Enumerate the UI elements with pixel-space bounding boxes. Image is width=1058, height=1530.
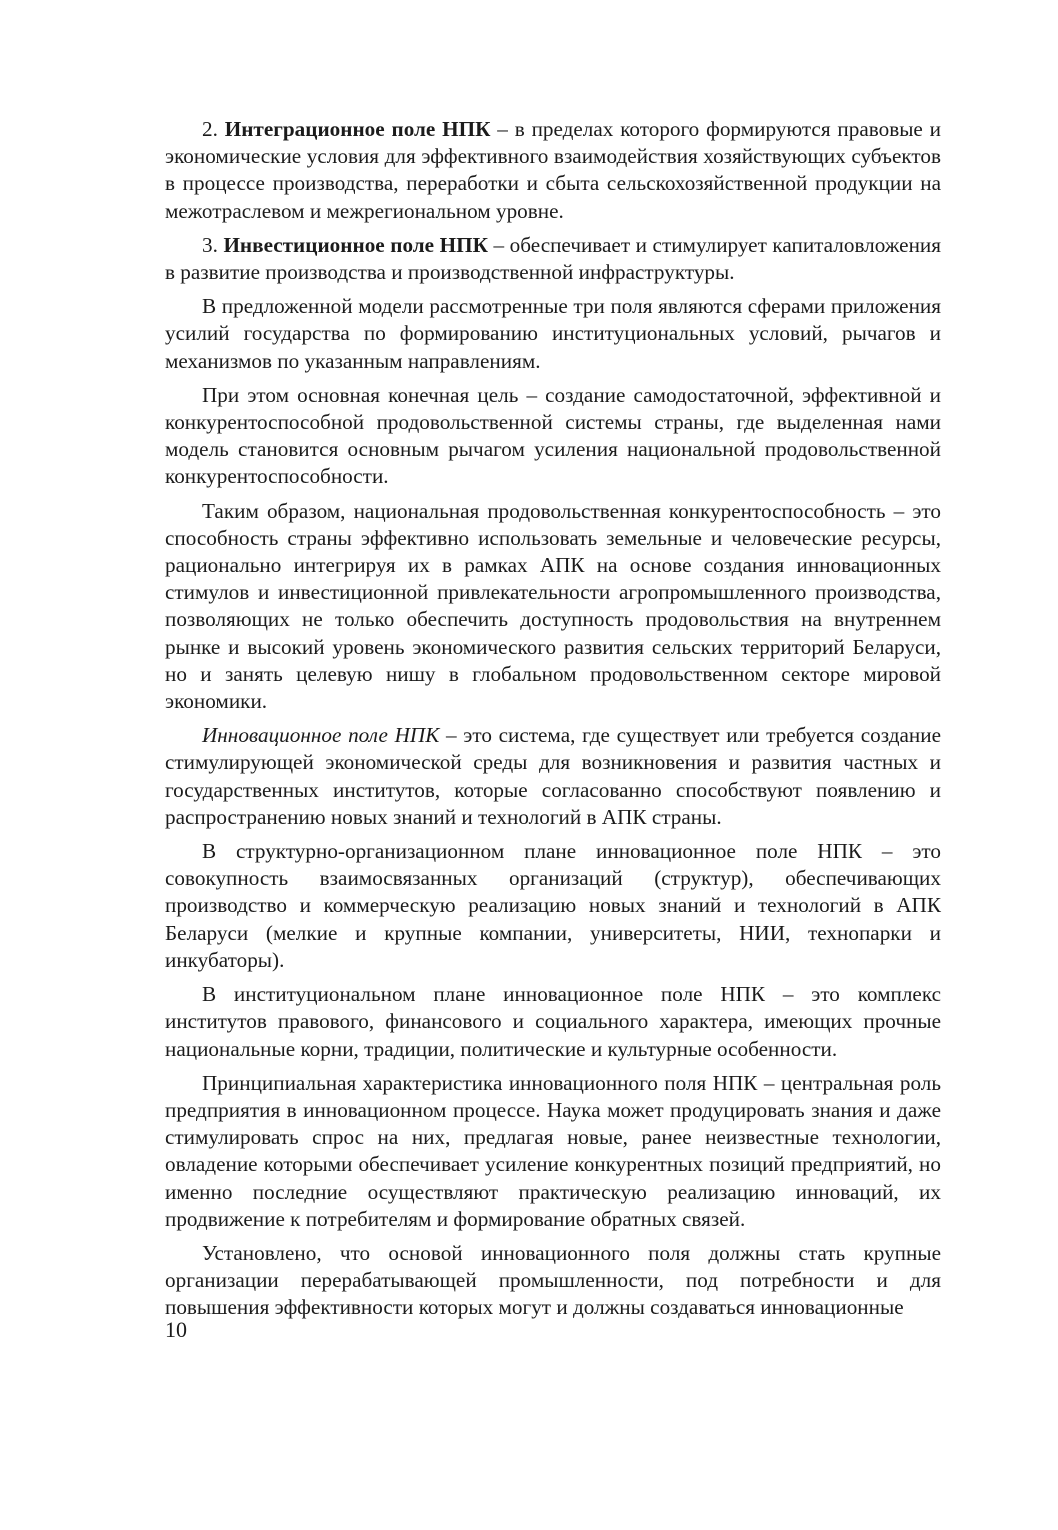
paragraph-investment-field	[165, 232, 941, 286]
paragraph-model-spheres: В предложенной модели рассмотренные три поля являются сферами приложения усилий государства по формированию институциональных условий, рычагов и механизмов по указанным направлениям.	[165, 294, 941, 373]
paragraph-institutional-plan: В институциональном плане инновационное поле НПК – это комплекс институтов правового, финансового и социального характера, имеющих прочные национальные корни, традиции, политические и культурные особенности.	[165, 982, 941, 1061]
paragraph-competitiveness-definition: Таким образом, национальная продовольственная конкурентоспособность – это способность страны эффективно использовать земельные и человеческие ресурсы, рационально интегрируя их в рамках АПК на основе создания инновационных стимулов и инвестиционной привлекательности агропромышленного производства, позволяющих не только обеспечить доступность продовольствия на внутреннем рынке и высокий уровень экономического развития сельских территорий Беларуси, но и занять целевую нишу в глобальном продовольственном секторе мировой экономики.	[165, 498, 941, 714]
term-integration-field: Интеграционное поле НПК	[224, 117, 491, 141]
paragraph-principal-characteristic: Принципиальная характеристика инновационного поля НПК – центральная роль предприятия в инновационном процессе. Наука может продуцировать знания и даже стимулировать спрос на них, предлагая новые, ранее неизвестные технологии, овладение которыми обеспечивает усиление конкурентных позиций предприятий, но именно последние осуществляют практическую реализацию инноваций, их продвижение к потребителям и формирование обратных связей.	[165, 1070, 941, 1231]
term-innovation-field: Инновационное поле НПК	[202, 723, 440, 748]
paragraph-text: – обеспечивает и стимулирует капиталовложения в развитие производства и производственной инфраструктуры.	[165, 232, 941, 285]
paragraph-text: – это система, где существует или требуется создание стимулирующей экономической среды для возникновения и развития частных и государственных институтов, которые согласованно способствуют появлению и распространению новых знаний и технологий в АПК страны.	[165, 723, 941, 829]
term-investment-field: Инвестиционное поле НПК	[223, 232, 488, 257]
body-text	[165, 116, 941, 1322]
page-number: 10	[165, 1317, 187, 1342]
paragraph-text: – в пределах которого формируются правовые и экономические условия для эффективного взаимодействия хозяйствующих субъектов в процессе производства, переработки и сбыта сельскохозяйственной продукции на межотраслевом и межрегиональном уровне.	[165, 117, 942, 223]
paragraph-structural-plan: В структурно-организационном плане инновационное поле НПК – это совокупность взаимосвязанных организаций (структур), обеспечивающих производство и коммерческую реализацию новых знаний и технологий в АПК Беларуси (мелкие и крупные компании, университеты, НИИ, технопарки и инкубаторы).	[165, 839, 941, 972]
paragraph-main-goal: При этом основная конечная цель – создание самодостаточной, эффективной и конкурентоспособной продовольственной системы страны, где выделенная нами модель становится основным рычагом усиления национальной продовольственной конкурентоспособности.	[165, 382, 941, 489]
paragraph-innovation-field	[165, 722, 941, 831]
list-number: 2.	[202, 117, 225, 141]
paragraph-integration-field	[165, 116, 941, 225]
list-number: 3.	[202, 232, 224, 257]
paragraph-established: Установлено, что основой инновационного поля должны стать крупные организации перерабатывающей промышленности, под потребности и для повышения эффективности которых могут и должны создаваться инновационные	[165, 1240, 941, 1320]
